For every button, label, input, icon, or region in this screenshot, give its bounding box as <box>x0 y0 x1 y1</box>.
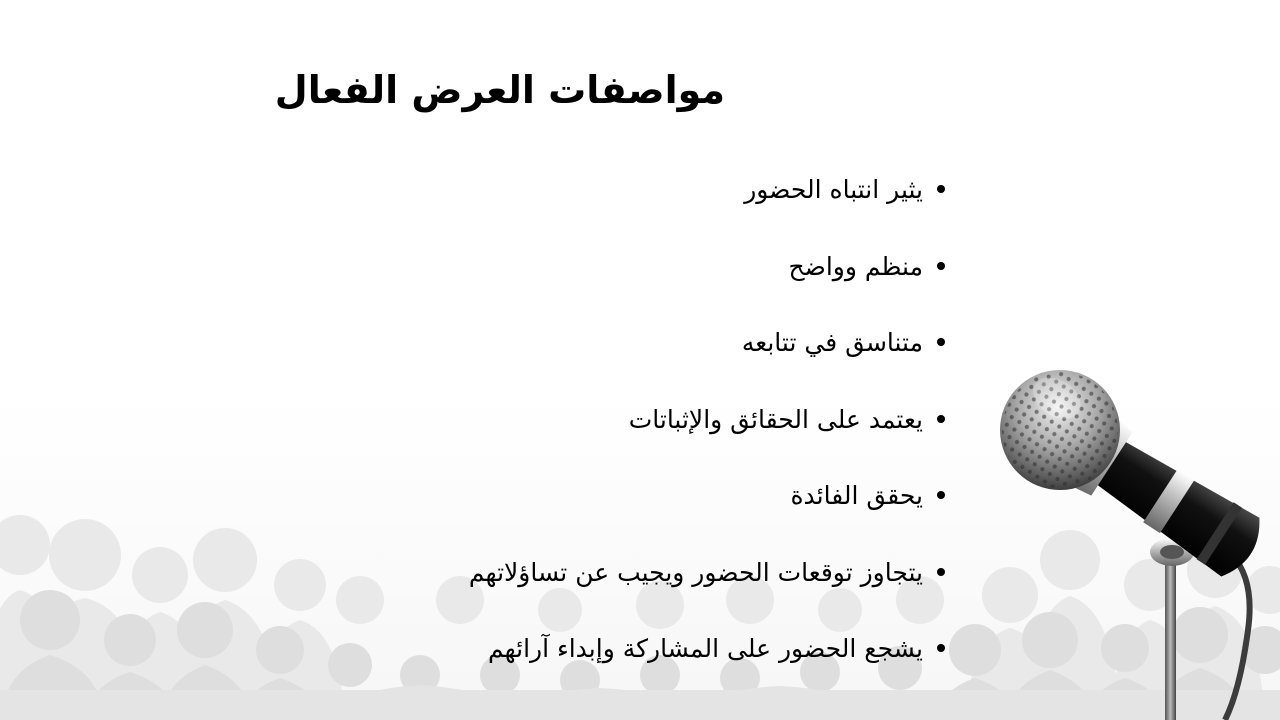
bullet-item <box>300 395 945 472</box>
slide-title: مواصفات العرض الفعال <box>274 68 725 112</box>
bullet-dot-icon <box>937 338 945 346</box>
bullet-item <box>300 165 945 242</box>
bullet-item <box>300 548 945 625</box>
bullet-dot-icon <box>937 415 945 423</box>
bullet-item <box>300 318 945 395</box>
bullet-dot-icon <box>937 644 945 652</box>
bullet-text: يحقق الفائدة <box>790 481 923 510</box>
bullet-text: يتجاوز توقعات الحضور ويجيب عن تساؤلاتهم <box>468 557 923 587</box>
bullet-item <box>300 624 945 701</box>
bullet-dot-icon <box>937 262 945 270</box>
bullet-item <box>300 242 945 319</box>
bullet-list <box>300 165 945 701</box>
bullet-text: منظم وواضح <box>788 251 923 281</box>
bullet-text: متناسق في تتابعه <box>741 328 923 357</box>
bullet-dot-icon <box>937 185 945 193</box>
bullet-text: يعتمد على الحقائق والإثباتات <box>628 404 923 434</box>
bullet-item <box>300 471 945 548</box>
bullet-dot-icon <box>937 568 945 576</box>
bullet-text: يشجع الحضور على المشاركة وإبداء آرائهم <box>487 634 923 663</box>
bullet-dot-icon <box>937 491 945 499</box>
bullet-text: يثير انتباه الحضور <box>744 175 923 204</box>
